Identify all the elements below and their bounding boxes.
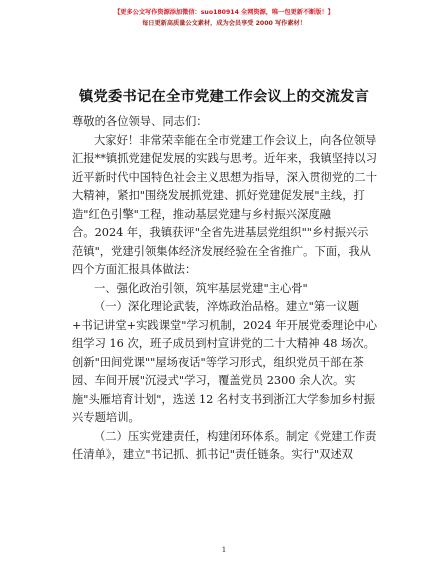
body-line: 大家好！非常荣幸能在全市党建工作会议上，向各位领导	[94, 133, 377, 147]
body-line: （一）深化理论武装，淬炼政治品格。建立"第一议题	[94, 300, 360, 313]
body-line: 范镇"，党建引领集体经济发展经验在全省推广。下面，我从	[72, 244, 371, 258]
page-number: 1	[221, 545, 227, 554]
document-body	[72, 113, 388, 465]
promo-banner-line-1: 【更多公文写作资源添加微信：suo180914 全网资源，唯一包更新不断版！】	[114, 9, 334, 16]
salutation: 尊敬的各位领导、同志们：	[72, 115, 208, 128]
body-line: 兴专题培训。	[72, 411, 140, 424]
body-line: （二）压实党建责任，构建闭环体系。制定《党建工作责	[94, 429, 377, 443]
section-heading: 一、强化政治引领，筑牢基层党建"主心骨"	[94, 281, 308, 295]
body-line: 造"红色引擎"工程，推动基层党建与乡村振兴深度融	[72, 207, 331, 221]
body-line: 任清单》，建立"书记抓、抓书记"责任链条。实行"双述双	[72, 448, 354, 461]
document-title: 镇党委书记在全市党建工作会议上的交流发言	[79, 89, 369, 105]
promo-banner	[0, 7, 448, 29]
body-line: 合。2024 年，我镇获评"全省先进基层党组织""乡村振兴示	[72, 226, 369, 239]
body-line: 大精神，紧扣"围绕发展抓党建、抓好党建促发展"主线，打	[72, 189, 365, 202]
body-line: 施"头雁培育计划"，选送 12 名村支书到浙江大学参加乡村振	[72, 392, 376, 406]
body-line: 组学习 16 次，班子成员到村宣讲党的二十大精神 48 场次。	[72, 337, 375, 350]
body-line: 园、车间开展"沉浸式"学习，覆盖党员 2300 余人次。实	[72, 374, 356, 387]
body-line: 创新"田间党课""屋场夜话"等学习形式，组织党员干部在茶	[72, 355, 364, 369]
body-line: 四个方面汇报具体做法：	[72, 263, 197, 276]
body-line: +书记讲堂+实践课堂"学习机制，2024 年开展党委理论中心	[72, 318, 378, 332]
body-line: 近平新时代中国特色社会主义思想为指导，深入贯彻党的二十	[72, 170, 378, 184]
body-line: 汇报**镇抓党建促发展的实践与思考。近年来，我镇坚持以习	[72, 152, 378, 165]
promo-banner-line-2: 每日更新高质量公文素材，成为会员享受 2000 写作素材！	[142, 20, 306, 27]
